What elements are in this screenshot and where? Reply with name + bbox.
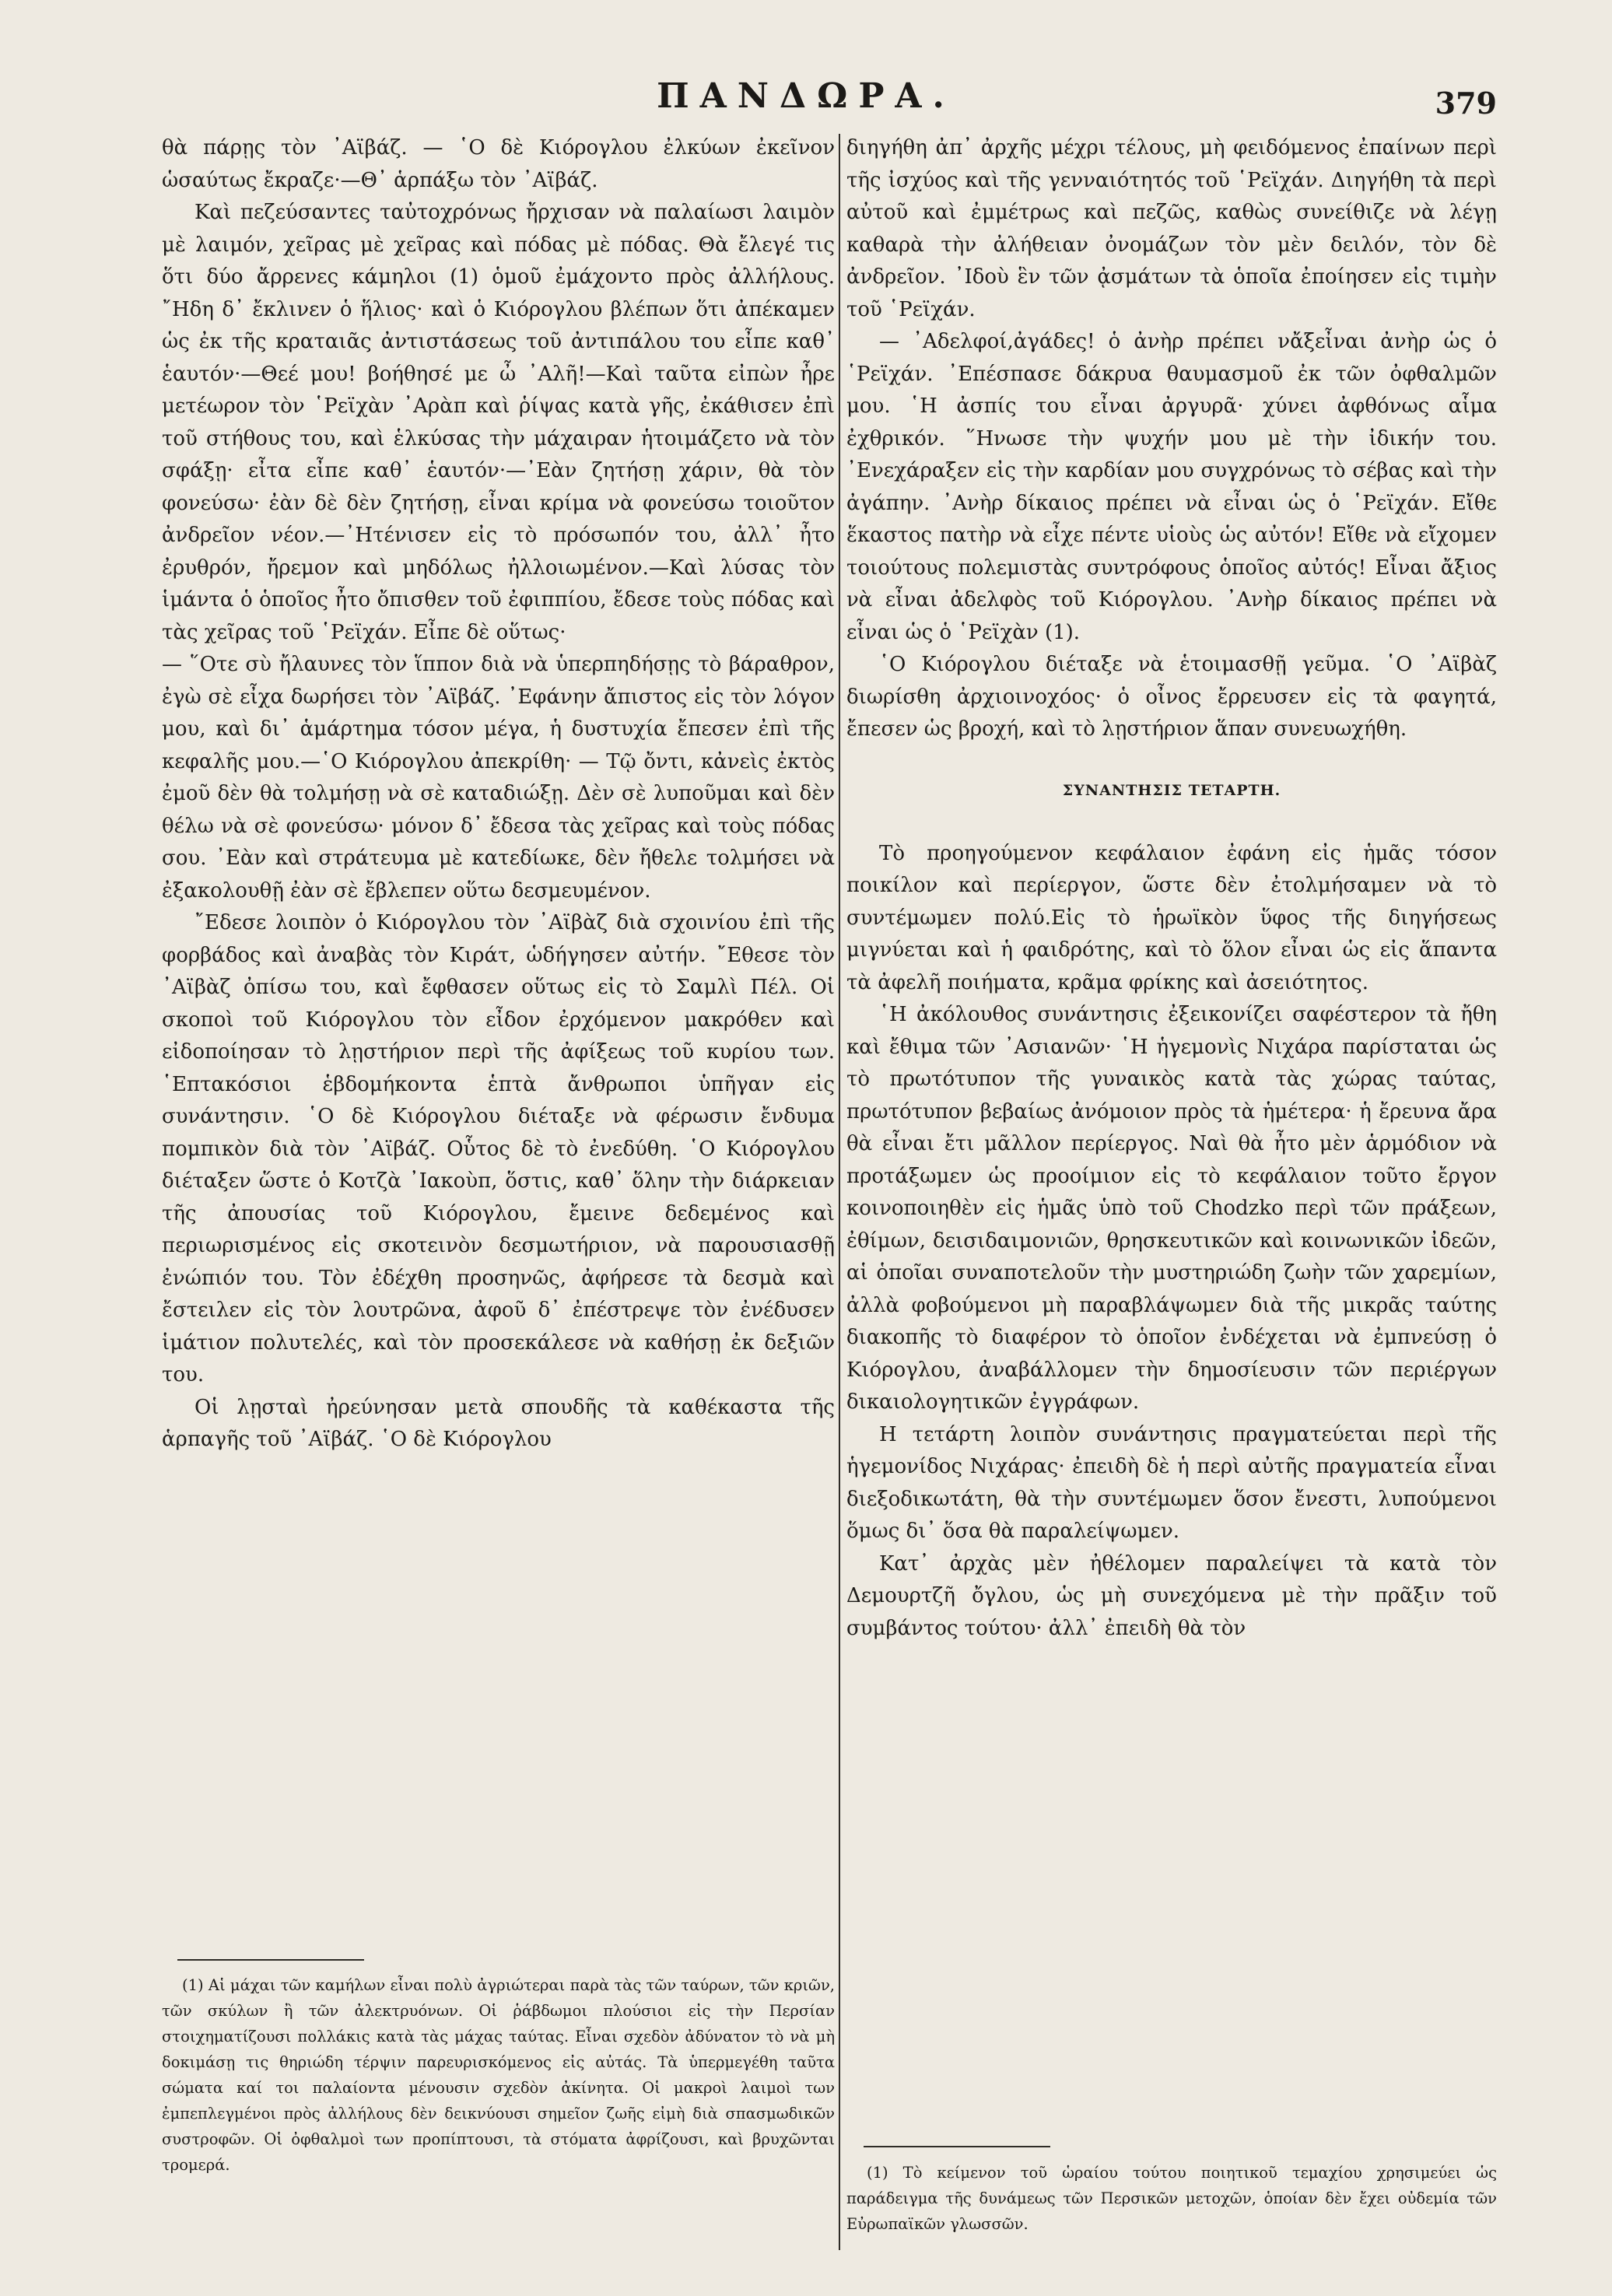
paragraph: θὰ πάρῃς τὸν ᾽Αϊβάζ. — ῾Ο δὲ Κιόρογλου ἐλκύων ἐκεῖνον ὡσαύτως ἔκραζε·—Θ᾽ ἁρπάξω τὸν ᾽Αϊβάζ. [162,136,835,192]
paragraph: ῾Ο Κιόρογλου διέταξε νὰ ἑτοιμασθῇ γεῦμα. ῾Ο ᾽Αϊβὰζ διωρίσθη ἀρχιοινοχόος· ὁ οἶνος ἔρρευσεν εἰς τὰ φαγητά, ἔπεσεν ὡς βροχή, καὶ τὸ λῃστήριον ἅπαν συνευωχήθη. [846,653,1497,741]
right-column [846,132,1497,1645]
paragraph: Η τετάρτη λοιπὸν συνάντησις πραγματεύεται περὶ τῆς ἡγεμονίδος Νιχάρας· ἐπειδὴ δὲ ἡ περὶ αὐτῆς πραγματεία εἶναι διεξοδικωτάτη, θὰ τὴν συντέμωμεν ὅσον ἔνεστι, λυπούμενοι ὅμως δι᾽ ὅσα θὰ παραλείψωμεν. [846,1422,1497,1543]
left-footnote [162,1972,835,2178]
paragraph: Κατ᾽ ἀρχὰς μὲν ἠθέλομεν παραλείψει τὰ κατὰ τὸν Δεμουρτζῆ ὄγλου, ὡς μὴ συνεχόμενα μὲ τὴν πρᾶξιν τοῦ συμβάντος τούτου· ἀλλ᾽ ἐπειδὴ θὰ τὸν [846,1551,1497,1640]
paragraph: ῾Η ἀκόλουθος συνάντησις ἐξεικονίζει σαφέστερον τὰ ἤθη καὶ ἔθιμα τῶν ᾽Ασιανῶν· ῾Η ἡγεμονὶς Νιχάρα παρίσταται ὡς τὸ πρωτότυπον τῆς γυναικὸς κατὰ τὰς χώρας ταύτας, πρωτότυπον βεβαίως ἀνόμοιον πρὸς τὰ ἡμέτερα· ἡ ἔρευνα ἄρα θὰ εἶναι ἔτι μᾶλλον περίεργος. Ναὶ θὰ ἦτο μὲν ἁρμόδιον νὰ προτάξωμεν ὡς προοίμιον εἰς τὸ κεφάλαιον τοῦτο ἔργον κοινοποιηθὲν εἰς ἡμᾶς ὑπὸ τοῦ Chodzko περὶ τῶν πράξεων, ἐθίμων, δεισιδαιμονιῶν, θρησκευτικῶν καὶ κοινωνικῶν ἰδεῶν, αἱ ὁποῖαι συναποτελοῦν τὴν μυστηριώδη ζωὴν τῶν χαρεμίων, ἀλλὰ φοβούμενοι μὴ παραβλάψωμεν διὰ τῆς μικρᾶς ταύτης διακοπῆς τὸ διαφέρον τὸ ὁποῖον ἐνδέχεται νὰ ἐμπνεύσῃ ὁ Κιόρογλου, ἀναβάλλομεν τὴν δημοσίευσιν τῶν περιέργων δικαιολογητικῶν ἐγγράφων. [846,1003,1497,1414]
footnote-rule [177,1959,364,1961]
column-divider [839,134,840,2250]
footnote-text: (1) Αἱ μάχαι τῶν καμήλων εἶναι πολὺ ἀγριώτεραι παρὰ τὰς τῶν ταύρων, τῶν κριῶν, τῶν σκύλων ἢ τῶν ἀλεκτρυόνων. Οἱ ῥάβδωμοι πλούσιοι εἰς τὴν Περσίαν στοιχηματίζουσι πολλάκις κατὰ τὰς μάχας ταύτας. Εἶναι σχεδὸν ἀδύνατον τὸ νὰ μὴ δοκιμάσῃ τις θηριώδη τέρψιν παρευρισκόμενος εἰς αὐτάς. Τὰ ὑπερμεγέθη ταῦτα σώματα καί τοι παλαίοντα μένουσιν σχεδὸν ἀκίνητα. Οἱ μακροὶ λαιμοὶ των ἐμπεπλεγμένοι πρὸς ἀλλήλους δὲν δεικνύουσι σημεῖον ζωῆς εἰμὴ διὰ σπασμωδικῶν συστροφῶν. Οἱ ὀφθαλμοὶ των προπίπτουσι, τὰ στόματα ἀφρίζουσι, καὶ βρυχῶνται τρομερά. [162,1976,835,2174]
footnote-text: (1) Τὸ κείμενον τοῦ ὡραίου τούτου ποιητικοῦ τεμαχίου χρησιμεύει ὡς παράδειγμα τῆς δυνάμεως τῶν Περσικῶν μετοχῶν, ὁποίαν δὲν ἔχει οὐδεμία τῶν Εὐρωπαϊκῶν γλωσσῶν. [846,2164,1497,2233]
paragraph: Καὶ πεζεύσαντες ταὐτοχρόνως ἤρχισαν νὰ παλαίωσι λαιμὸν μὲ λαιμόν, χεῖρας μὲ χεῖρας καὶ πόδας μὲ πόδας. Θὰ ἔλεγέ τις ὅτι δύο ἄρρενες κάμηλοι (1) ὁμοῦ ἐμάχοντο πρὸς ἀλλήλους. ῎Ηδη δ᾽ ἔκλινεν ὁ ἥλιος· καὶ ὁ Κιόρογλου βλέπων ὅτι ἀπέκαμεν ὡς ἐκ τῆς κραταιᾶς ἀντιστάσεως τοῦ ἀντιπάλου του εἶπε καθ᾽ ἑαυτόν·—Θεέ μου! βοήθησέ με ὦ ᾽Αλῆ!—Καὶ ταῦτα εἰπὼν ἦρε μετέωρον τὸν ῾Ρεϊχὰν ᾽Αρὰπ καὶ ῥίψας κατὰ γῆς, ἐκάθισεν ἐπὶ τοῦ στήθους του, καὶ ἑλκύσας τὴν μάχαιραν ἡτοιμάζετο νὰ τὸν σφάξῃ· εἶτα εἶπε καθ᾽ ἑαυτόν·—᾽Εὰν ζητήσῃ χάριν, θὰ τὸν φονεύσω· ἐὰν δὲ δὲν ζητήσῃ, εἶναι κρίμα νὰ φονεύσω τοιοῦτον ἀνδρεῖον νέον.—᾽Ητένισεν εἰς τὸ πρόσωπόν του, ἀλλ᾽ ἦτο ἐρυθρόν, ἤρεμον καὶ μηδόλως ἠλλοιωμένον.—Καὶ λύσας τὸν ἱμάντα ὁ ὁποῖος ἦτο ὄπισθεν τοῦ ἐφιππίου, ἔδεσε τοὺς πόδας καὶ τὰς χεῖρας τοῦ ῾Ρεϊχάν. Εἶπε δὲ οὕτως· [162,201,835,644]
footnote-rule [864,2146,1050,2147]
paragraph: — ῞Οτε σὺ ἤλαυνες τὸν ἵππον διὰ νὰ ὑπερπηδήσῃς τὸ βάραθρον, ἐγὼ σὲ εἶχα δωρήσει τὸν ᾽Αϊβάζ. ᾽Εφάνην ἄπιστος εἰς τὸν λόγον μου, καὶ δι᾽ ἁμάρτημα τόσον μέγα, ἡ δυστυχία ἔπεσεν ἐπὶ τῆς κεφαλῆς μου.—῾Ο Κιόρογλου ἀπεκρίθη· — Τῷ ὄντι, κἀνεὶς ἐκτὸς ἐμοῦ δὲν θὰ τολμήσῃ νὰ σὲ καταδιώξῃ. Δὲν σὲ λυποῦμαι καὶ δὲν θέλω νὰ σὲ φονεύσω· μόνον δ᾽ ἔδεσα τὰς χεῖρας καὶ τοὺς πόδας σου. ᾽Εὰν καὶ στράτευμα μὲ κατεδίωκε, δὲν ἤθελε τολμήσει νὰ ἐξακολουθῇ ἐὰν σὲ ἔβλεπεν οὕτω δεσμευμένον. [162,653,835,903]
paragraph: Τὸ προηγούμενον κεφάλαιον ἐφάνη εἰς ἡμᾶς τόσον ποικίλον καὶ περίεργον, ὥστε δὲν ἐτολμήσαμεν νὰ τὸ συντέμωμεν πολύ.Εἰς τὸ ἡρωϊκὸν ὕφος τῆς διηγήσεως μιγνύεται καὶ ἡ φαιδρότης, καὶ τὸ ὅλον εἶναι ὡς εἰς ἅπαντα τὰ ἀφελῆ ποιήματα, κρᾶμα φρίκης καὶ ἀσειότητος. [846,841,1497,994]
right-footnote [846,2160,1497,2237]
paragraph: διηγήθη ἀπ᾽ ἀρχῆς μέχρι τέλους, μὴ φειδόμενος ἐπαίνων περὶ τῆς ἰσχύος καὶ τῆς γενναιότητός τοῦ ῾Ρεϊχάν. Διηγήθη τὰ περὶ αὐτοῦ καὶ ἐμμέτρως καὶ πεζῶς, καθὼς συνείθιζε νὰ λέγῃ καθαρὰ τὴν ἀλήθειαν ὀνομάζων τὸν μὲν δειλόν, τὸν δὲ ἀνδρεῖον. ᾽Ιδοὺ ἓν τῶν ᾀσμάτων τὰ ὁποῖα ἐποίησεν εἰς τιμὴν τοῦ ῾Ρεϊχάν. [846,136,1497,321]
paragraph: ῎Εδεσε λοιπὸν ὁ Κιόρογλου τὸν ᾽Αϊβὰζ διὰ σχοινίου ἐπὶ τῆς φορβάδος καὶ ἀναβὰς τὸν Κιράτ, ὡδήγησεν αὐτήν. ῎Εθεσε τὸν ᾽Αϊβὰζ ὀπίσω του, καὶ ἔφθασεν οὕτως εἰς τὸ Σαμλὶ Πέλ. Οἱ σκοποὶ τοῦ Κιόρογλου τὸν εἶδον ἐρχόμενον μακρόθεν καὶ εἰδοποίησαν τὸ λῃστήριον περὶ τῆς ἀφίξεως τοῦ κυρίου των. ῾Επτακόσιοι ἑβδομήκοντα ἑπτὰ ἄνθρωποι ὑπῆγαν εἰς συνάντησιν. ῾Ο δὲ Κιόρογλου διέταξε νὰ φέρωσιν ἔνδυμα πομπικὸν διὰ τὸν ᾽Αϊβάζ. Οὗτος δὲ τὸ ἐνεδύθη. ῾Ο Κιόρογλου διέταξεν ὥστε ὁ Κοτζὰ ᾽Ιακοὺπ, ὅστις, καθ᾽ ὅλην τὴν διάρκειαν τῆς ἀπουσίας τοῦ Κιόρογλου, ἔμεινε δεδεμένος καὶ περιωρισμένος εἰς σκοτεινὸν δεσμωτήριον, νὰ παρουσιασθῇ ἐνώπιόν του. Τὸν ἐδέχθη προσηνῶς, ἀφήρεσε τὰ δεσμὰ καὶ ἔστειλεν εἰς τὸν λουτρῶνα, ἀφοῦ δ᾽ ἐπέστρεψε τὸν ἐνέδυσεν ἱμάτιον πολυτελές, καὶ τὸν προσεκάλεσε νὰ καθήσῃ ἐκ δεξιῶν του. [162,911,835,1386]
running-head-title: ΠΑΝΔΩΡΑ. [657,76,955,116]
left-column [162,132,835,1456]
section-heading: ΣΥΝΑΝΤΗΣΙΣ ΤΕΤΑΡΤΗ. [1062,781,1281,799]
paragraph: — ᾽Αδελφοί,ἀγάδες! ὁ ἀνὴρ πρέπει νἄξεἶναι ἀνὴρ ὡς ὁ ῾Ρεϊχάν. ᾽Επέσπασε δάκρυα θαυμασμοῦ ἐκ τῶν ὀφθαλμῶν μου. ῾Η ἀσπίς του εἶναι ἀργυρᾶ· χύνει ἀφθόνως αἷμα ἐχθρικόν. ῞Ηνωσε τὴν ψυχήν μου μὲ τὴν ἰδικήν του. ᾽Ενεχάραξεν εἰς τὴν καρδίαν μου συγχρόνως τὸ σέβας καὶ τὴν ἀγάπην. ᾽Ανὴρ δίκαιος πρέπει νὰ εἶναι ὡς ὁ ῾Ρεϊχάν. Εἴθε ἕκαστος πατὴρ νὰ εἶχε πέντε υἱοὺς ὡς αὐτόν! Εἴθε νὰ εἴχομεν τοιούτους πολεμιστὰς συντρόφους ὁποῖος αὐτός! Εἶναι ἄξιος νὰ εἶναι ἀδελφὸς τοῦ Κιόρογλου. ᾽Ανὴρ δίκαιος πρέπει νὰ εἶναι ὡς ὁ ῾Ρεϊχὰν (1). [846,330,1497,644]
page-number: 379 [1435,86,1497,121]
paragraph: Οἱ λῃσταὶ ἠρεύνησαν μετὰ σπουδῆς τὰ καθέκαστα τῆς ἁρπαγῆς τοῦ ᾽Αϊβάζ. ῾Ο δὲ Κιόρογλου [162,1395,835,1451]
